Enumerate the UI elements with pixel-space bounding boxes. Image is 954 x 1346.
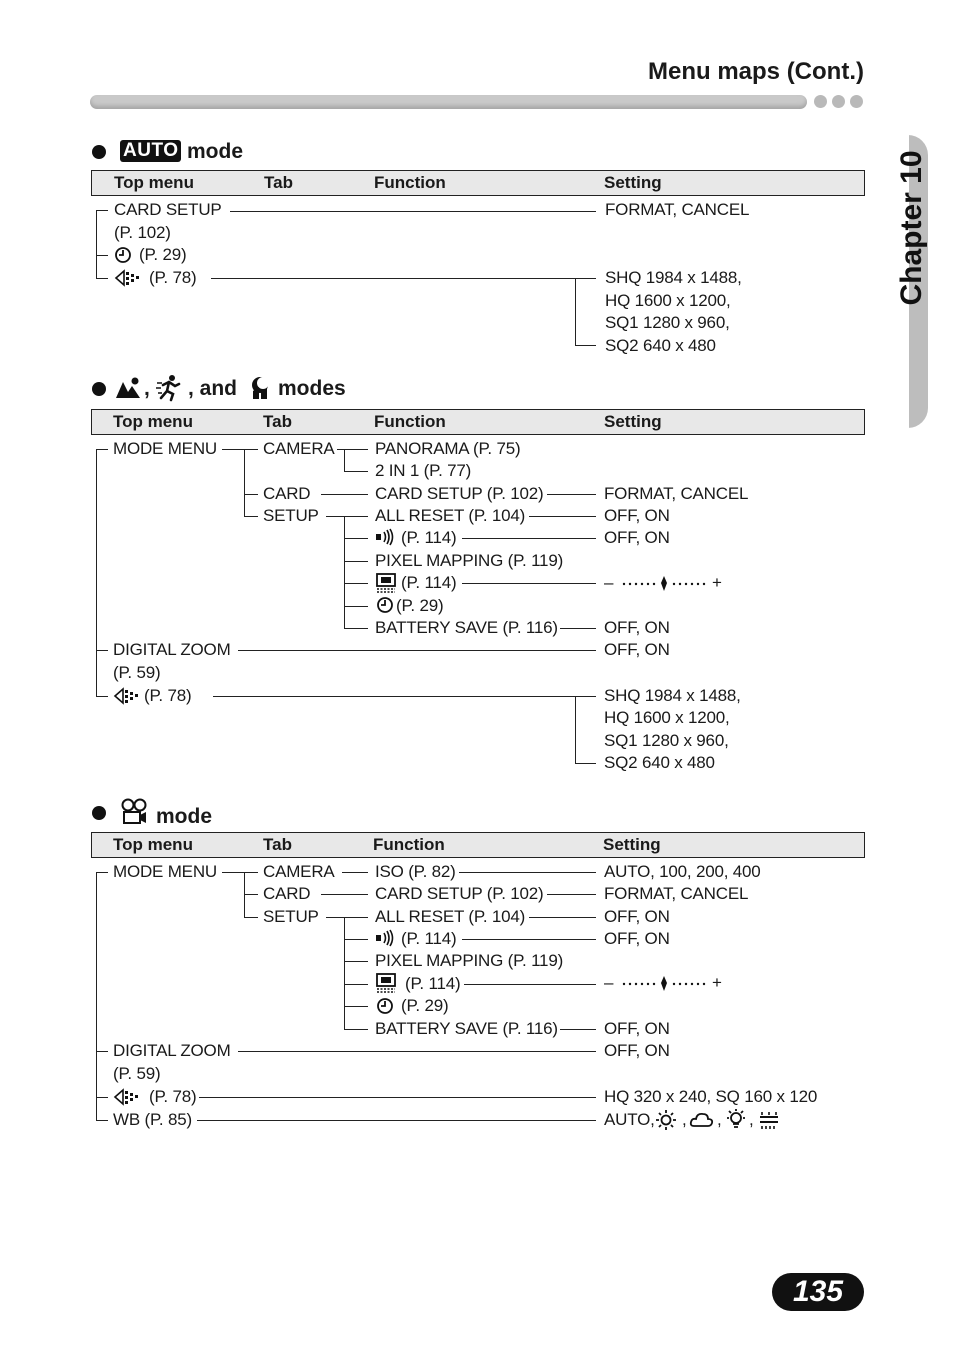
clock-icon [376,997,396,1015]
setting-value: OFF, ON [604,1041,670,1060]
setting-value: SQ2 640 x 480 [605,336,716,355]
setting-value: SHQ 1984 x 1488, [605,268,742,287]
setting-value: SHQ 1984 x 1488, [604,686,741,705]
image-quality-icon [113,686,143,706]
setting-value: FORMAT, CANCEL [605,200,750,219]
section-bullet [92,382,106,396]
page-ref: (P. 29) [401,996,449,1015]
page-title: Menu maps (Cont.) [648,58,864,85]
menu-item: CARD SETUP [114,200,222,219]
tab-label: SETUP [263,506,319,525]
section-bullet [92,806,106,820]
setting-value: HQ 320 x 240, SQ 160 x 120 [604,1087,818,1106]
setting-value: HQ 1600 x 1200, [604,708,730,727]
page-ref: (P. 114) [401,528,457,547]
tab-label: CARD [263,484,311,503]
page-ref: (P. 114) [401,573,457,592]
movie-camera-icon [119,798,151,826]
setting-value: OFF, ON [604,907,670,926]
header-dot [814,95,827,108]
sound-icon [375,528,397,546]
setting-value: OFF, ON [604,1019,670,1038]
page-ref: (P. 59) [113,663,161,682]
table-header [91,832,865,858]
header-function: Function [373,835,445,854]
scale-slider-icon [620,574,710,592]
setting-value: FORMAT, CANCEL [604,884,749,903]
header-top-menu: Top menu [113,412,193,431]
fluorescent-icon [758,1111,780,1131]
header-setting: Setting [604,173,662,192]
header-rule [90,95,807,109]
menu-item: MODE MENU [113,862,217,881]
chapter-label: Chapter 10 [895,150,928,306]
function-item: ALL RESET (P. 104) [375,907,526,926]
menu-item: DIGITAL ZOOM [113,1041,231,1060]
function-item: BATTERY SAVE (P. 116) [375,1019,558,1038]
header-dot [850,95,863,108]
setting-value: AUTO, [604,1110,655,1129]
sound-icon [375,929,397,947]
monitor-brightness-icon [375,973,399,993]
brightness-scale: – [604,573,614,592]
function-item: CARD SETUP (P. 102) [375,484,544,503]
image-quality-icon [113,1087,143,1107]
page-ref: (P. 114) [405,974,461,993]
function-item: BATTERY SAVE (P. 116) [375,618,558,637]
header-dot [832,95,845,108]
setting-value: SQ2 640 x 480 [604,753,715,772]
section-bullet [92,145,106,159]
image-quality-icon [114,268,144,288]
function-item: PIXEL MAPPING (P. 119) [375,951,564,970]
page-ref: (P. 29) [139,245,187,264]
page-ref: (P. 29) [396,596,444,615]
table-header [91,170,865,196]
header-function: Function [374,173,446,192]
setting-value: OFF, ON [604,528,670,547]
sports-icon [155,374,185,402]
section-title: modes [278,377,346,400]
setting-value: OFF, ON [604,506,670,525]
page-ref: (P. 102) [114,223,171,242]
cloudy-icon [689,1110,715,1130]
header-tab: Tab [263,835,292,854]
tab-label: SETUP [263,907,319,926]
scale-slider-icon [620,974,710,992]
header-tab: Tab [264,173,293,192]
function-item: ISO (P. 82) [375,862,456,881]
header-function: Function [374,412,446,431]
tab-label: CAMERA [263,439,335,458]
clock-icon [114,246,134,264]
night-scene-icon [247,375,273,401]
monitor-brightness-icon [375,573,399,593]
setting-value: HQ 1600 x 1200, [605,291,731,310]
tab-label: CARD [263,884,311,903]
setting-value: SQ1 1280 x 960, [605,313,730,332]
sunny-icon [655,1109,677,1131]
menu-item: DIGITAL ZOOM [113,640,231,659]
page-ref: (P. 78) [144,686,192,705]
setting-value: SQ1 1280 x 960, [604,731,729,750]
header-setting: Setting [603,835,661,854]
function-item: PANORAMA (P. 75) [375,439,521,458]
function-item: ALL RESET (P. 104) [375,506,526,525]
page-ref: (P. 78) [149,268,197,287]
section-title: mode [187,140,244,163]
setting-value: OFF, ON [604,640,670,659]
page-number: 135 [772,1273,864,1311]
function-item: 2 IN 1 (P. 77) [375,461,472,480]
setting-value: OFF, ON [604,929,670,948]
page-ref: (P. 78) [149,1087,197,1106]
tab-label: CAMERA [263,862,335,881]
auto-mode-icon: AUTO [120,140,181,162]
table-header [91,409,865,435]
header-setting: Setting [604,412,662,431]
header-tab: Tab [263,412,292,431]
portrait-landscape-icon [114,376,142,400]
brightness-scale: – [604,973,614,992]
header-top-menu: Top menu [113,835,193,854]
clock-icon [376,596,396,614]
page-ref: (P. 114) [401,929,457,948]
setting-value: OFF, ON [604,618,670,637]
section-title: mode [156,805,213,828]
tungsten-icon [725,1108,747,1132]
page-ref: (P. 59) [113,1064,161,1083]
setting-value: AUTO, 100, 200, 400 [604,862,761,881]
function-item: PIXEL MAPPING (P. 119) [375,551,564,570]
menu-item: WB (P. 85) [113,1110,192,1129]
function-item: CARD SETUP (P. 102) [375,884,544,903]
setting-value: FORMAT, CANCEL [604,484,749,503]
menu-item: MODE MENU [113,439,217,458]
header-top-menu: Top menu [114,173,194,192]
